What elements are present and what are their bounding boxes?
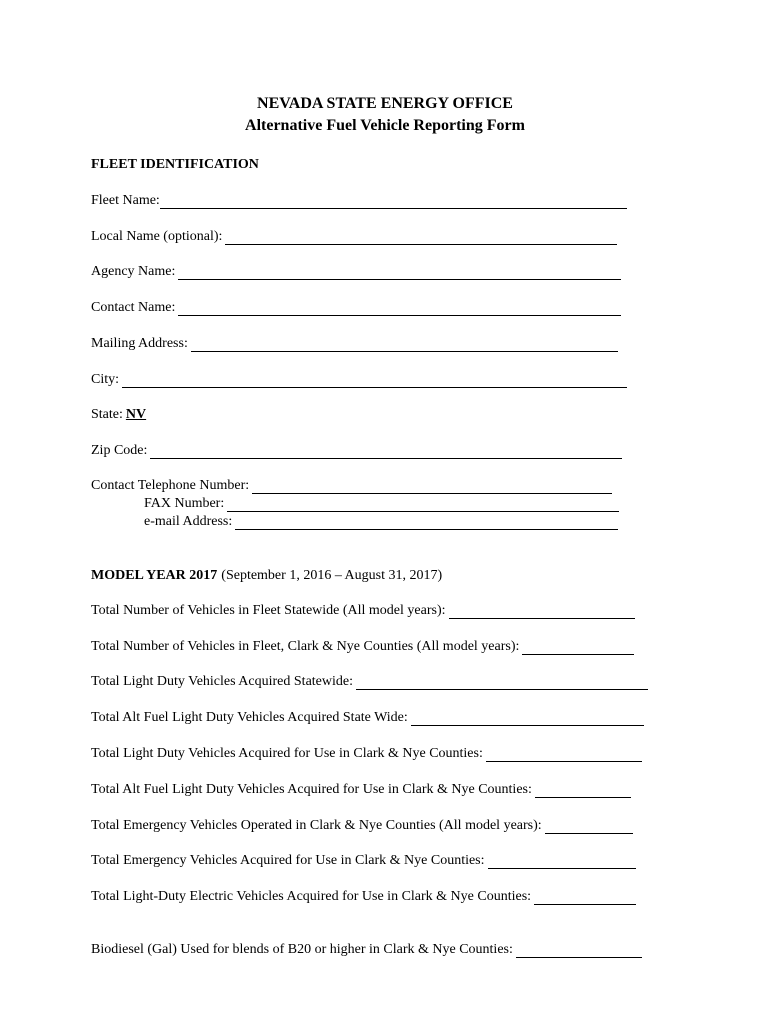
question-field-2[interactable] [522,641,634,655]
form-title: Alternative Fuel Vehicle Reporting Form [245,117,525,134]
agency-name-row [91,264,621,280]
question-row-9 [91,889,636,905]
city-label: City: [91,372,120,387]
question-row-8 [91,853,636,869]
question-field-5[interactable] [486,748,642,762]
mailing-address-label: Mailing Address: [91,336,188,351]
question-field-10[interactable] [516,944,642,958]
question-field-3[interactable] [356,676,648,690]
local-name-row [91,229,617,245]
fax-field[interactable] [227,498,619,512]
state-value: NV [125,407,147,422]
question-field-6[interactable] [535,784,631,798]
question-label-7: Total Emergency Vehicles Operated in Clark & Nye Counties (All model years): [91,818,542,833]
city-field[interactable] [122,374,627,388]
contact-name-label: Contact Name: [91,300,176,315]
question-field-9[interactable] [534,891,636,905]
state-label: State: [91,407,123,422]
question-field-7[interactable] [545,820,633,834]
question-label-2: Total Number of Vehicles in Fleet, Clark & Nye Counties (All model years): [91,639,520,654]
question-row-1 [91,603,635,619]
phone-row [91,478,612,494]
fax-row [144,496,619,512]
zip-code-label: Zip Code: [91,443,148,458]
agency-name-label: Agency Name: [91,264,176,279]
email-label: e-mail Address: [144,514,233,529]
zip-code-row [91,443,622,459]
fax-label: FAX Number: [144,496,225,511]
fleet-name-row [91,193,627,209]
question-label-5: Total Light Duty Vehicles Acquired for Use in Clark & Nye Counties: [91,746,483,761]
phone-field[interactable] [252,480,612,494]
question-field-1[interactable] [449,605,635,619]
question-row-6 [91,782,631,798]
mailing-address-row [91,336,618,352]
office-title: NEVADA STATE ENERGY OFFICE [257,95,513,112]
question-label-8: Total Emergency Vehicles Acquired for Use in Clark & Nye Counties: [91,853,485,868]
question-label-6: Total Alt Fuel Light Duty Vehicles Acquired for Use in Clark & Nye Counties: [91,782,532,797]
question-field-8[interactable] [488,855,636,869]
question-row-7 [91,818,633,834]
model-year-heading: MODEL YEAR 2017 [91,568,218,583]
question-row-3 [91,674,648,690]
email-field[interactable] [235,516,618,530]
city-row [91,372,627,388]
question-label-4: Total Alt Fuel Light Duty Vehicles Acquired State Wide: [91,710,408,725]
state-row [91,407,146,423]
agency-name-field[interactable] [178,266,621,280]
model-year-period: (September 1, 2016 – August 31, 2017) [221,568,443,583]
local-name-field[interactable] [225,231,617,245]
mailing-address-field[interactable] [191,338,618,352]
question-field-4[interactable] [411,712,644,726]
contact-name-row [91,300,621,316]
question-row-4 [91,710,644,726]
local-name-label: Local Name (optional): [91,229,223,244]
question-label-1: Total Number of Vehicles in Fleet Statewide (All model years): [91,603,446,618]
question-label-9: Total Light-Duty Electric Vehicles Acquired for Use in Clark & Nye Counties: [91,889,532,904]
contact-name-field[interactable] [178,302,621,316]
model-year-heading-row [91,568,442,584]
fleet-identification-heading: FLEET IDENTIFICATION [91,157,259,172]
fleet-name-field[interactable] [160,195,627,209]
question-row-10 [91,942,642,958]
question-row-2 [91,639,634,655]
question-label-10: Biodiesel (Gal) Used for blends of B20 or higher in Clark & Nye Counties: [91,942,513,957]
zip-code-field[interactable] [150,445,622,459]
question-label-3: Total Light Duty Vehicles Acquired Statewide: [91,674,353,689]
phone-label: Contact Telephone Number: [91,478,250,493]
fleet-name-label: Fleet Name: [91,193,160,208]
email-row [144,514,618,530]
question-row-5 [91,746,642,762]
